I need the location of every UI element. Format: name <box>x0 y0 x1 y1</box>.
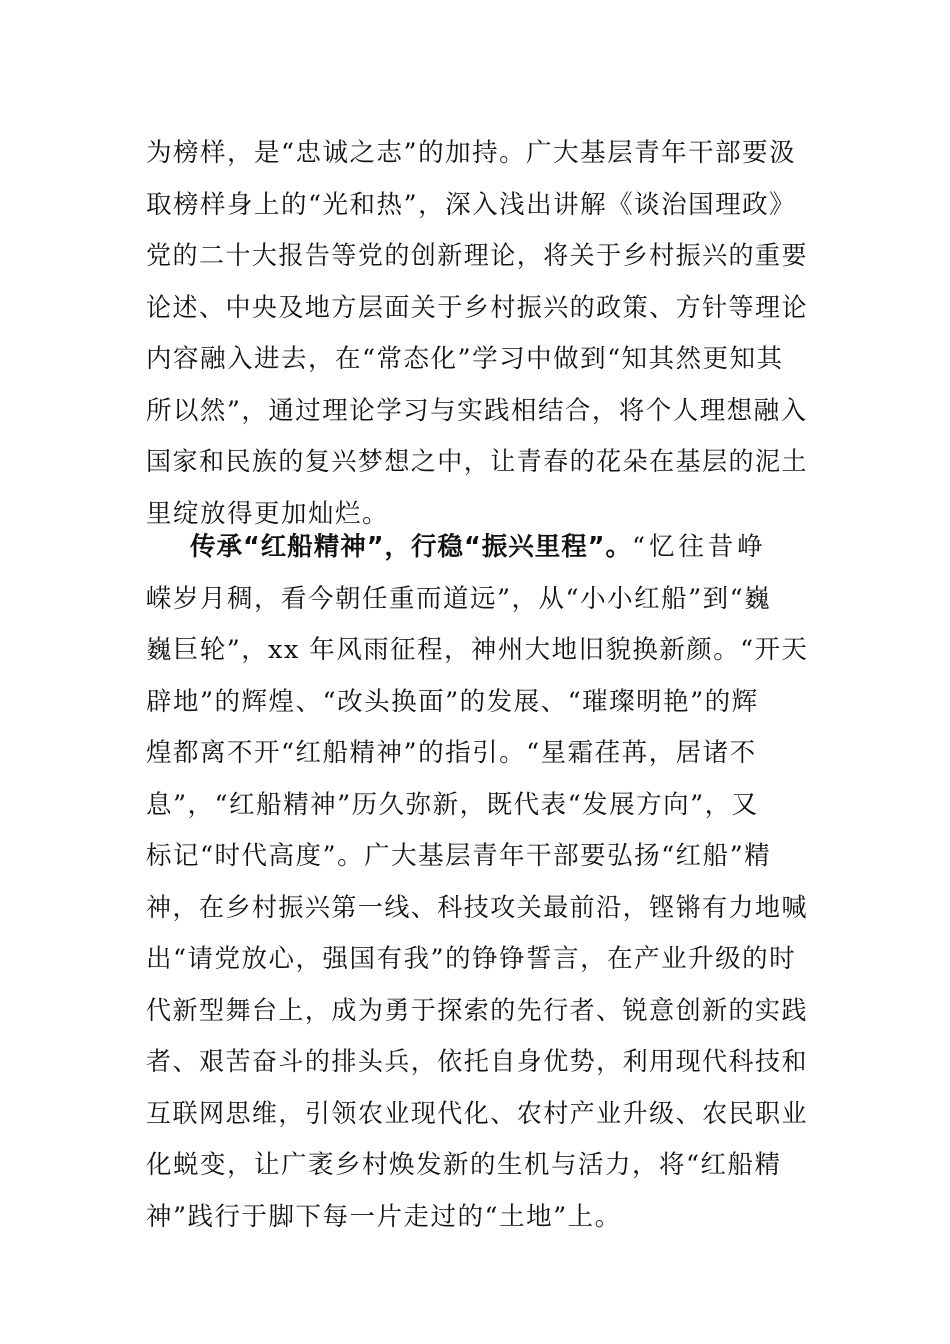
paragraph-line: 代新型舞台上，成为勇于探索的先行者、锐意创新的实践 <box>146 995 809 1026</box>
paragraph-line: 辟地”的辉煌、“改头换面”的发展、“璀璨明艳”的辉 <box>146 686 759 717</box>
paragraph-line: 标记“时代高度”。广大基层青年干部要弘扬“红船”精 <box>146 841 772 871</box>
paragraph-line: 论述、中央及地方层面关于乡村振兴的政策、方针等理论 <box>146 292 809 323</box>
paragraph-line: 国家和民族的复兴梦想之中，让青春的花朵在基层的泥土 <box>146 447 809 477</box>
paragraph-line: 取榜样身上的“光和热”，深入浅出讲解《谈治国理政》 <box>146 189 797 220</box>
paragraph-line: 神，在乡村振兴第一线、科技攻关最前沿，铿锵有力地喊 <box>146 892 809 923</box>
paragraph-line: 互联网思维，引领农业现代化、农村产业升级、农民职业 <box>146 1098 809 1129</box>
section-heading: 传承“红船精神”，行稳“振兴里程”。 <box>190 532 633 562</box>
paragraph-line: 化蜕变，让广袤乡村焕发新的生机与活力，将“红船精 <box>146 1150 782 1180</box>
paragraph-line: 所以然”，通过理论学习与实践相结合，将个人理想融入 <box>146 395 808 426</box>
paragraph-first-line <box>146 522 808 574</box>
paragraph-line: 嵘岁月稠，看今朝任重而道远”，从“小小红船”到“巍 <box>146 583 772 614</box>
paragraph-line: 息”，“红船精神”历久弥新，既代表“发展方向”，又 <box>146 789 759 820</box>
paragraph-line: 者、艰苦奋斗的排头兵，依托自身优势，利用现代科技和 <box>146 1047 809 1077</box>
paragraph-line: 党的二十大报告等党的创新理论，将关于乡村振兴的重要 <box>146 241 809 271</box>
paragraph-line: 内容融入进去，在“常态化”学习中做到“知其然更知其 <box>146 344 784 374</box>
paragraph-2 <box>146 522 808 1243</box>
paragraph-line: 为榜样，是“忠诚之志”的加持。广大基层青年干部要汲 <box>146 138 797 168</box>
paragraph-1 <box>146 128 808 540</box>
paragraph-line: 神”践行于脚下每一片走过的“土地”上。 <box>146 1201 622 1232</box>
paragraph-line-rest: “忆往昔峥 <box>632 532 767 562</box>
paragraph-line: 出“请党放心，强国有我”的铮铮誓言，在产业升级的时 <box>146 944 797 974</box>
paragraph-line: 里绽放得更加灿烂。 <box>146 498 390 529</box>
paragraph-line: 巍巨轮”，xx 年风雨征程，神州大地旧貌换新颜。“开天 <box>146 635 809 665</box>
paragraph-line: 煌都离不开“红船精神”的指引。“星霜荏苒，居诸不 <box>146 738 757 768</box>
